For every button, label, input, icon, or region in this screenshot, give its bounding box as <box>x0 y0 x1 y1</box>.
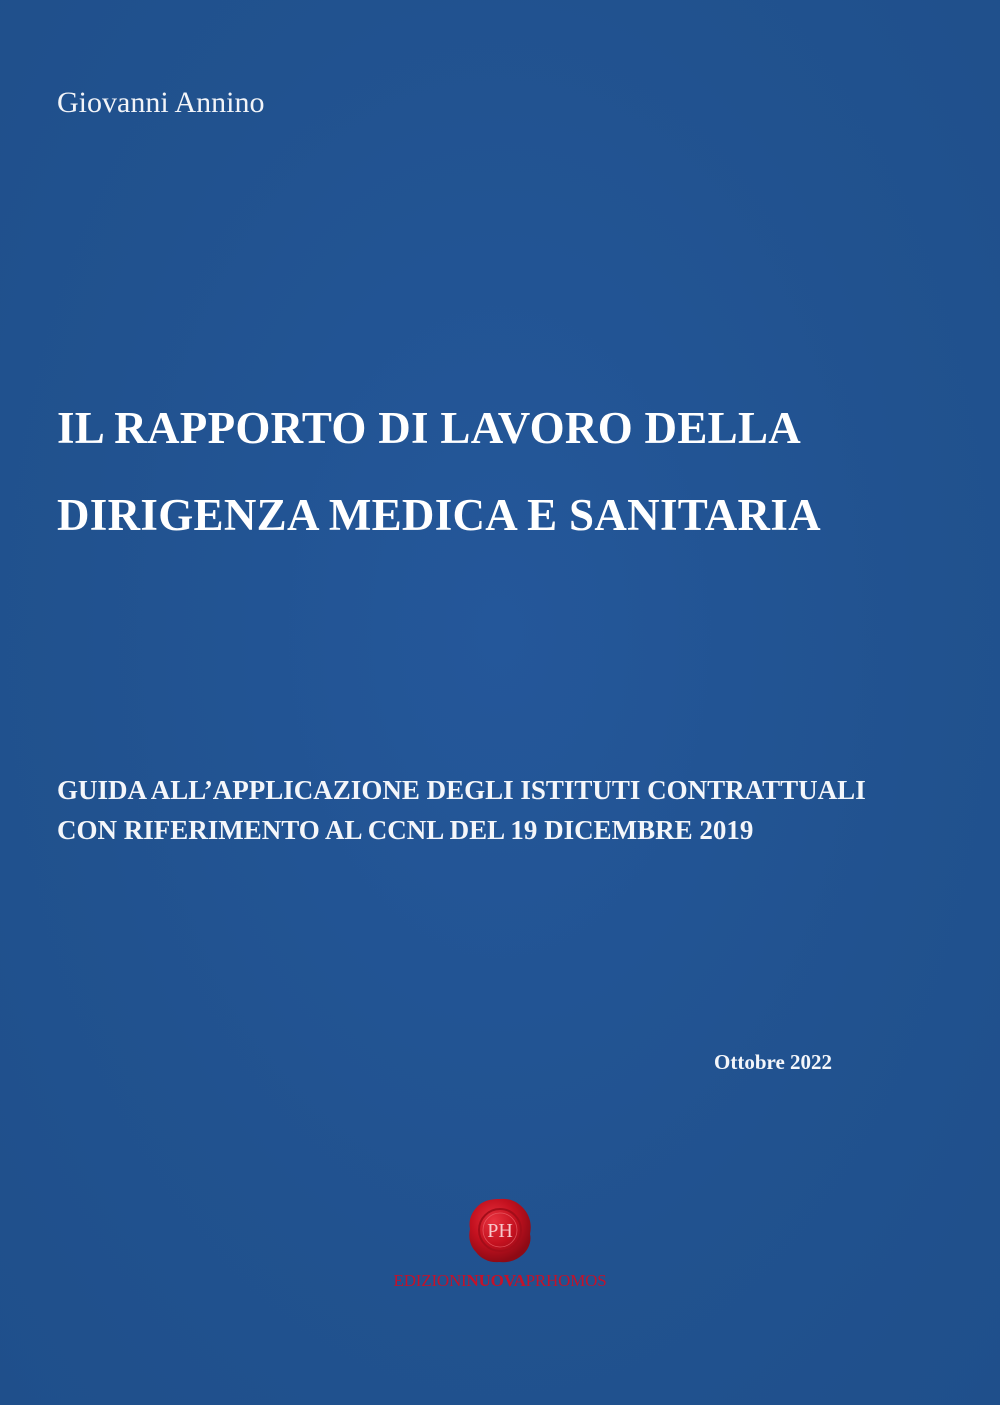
publisher-name-part-3: PRHOMOS <box>525 1271 607 1290</box>
book-subtitle <box>57 770 977 850</box>
seal-monogram: PH <box>487 1220 513 1242</box>
wax-seal-icon <box>466 1196 534 1264</box>
publication-date: Ottobre 2022 <box>714 1050 833 1074</box>
publisher-name-part-1: EDIZIONI <box>393 1271 467 1290</box>
author-name: Giovanni Annino <box>57 86 265 119</box>
publisher-name-part-2: NUOVA <box>466 1271 526 1290</box>
title-line-1: IL RAPPORTO DI LAVORO DELLA <box>57 403 802 453</box>
publisher-name <box>370 1271 630 1291</box>
subtitle-line-1: GUIDA ALL’APPLICAZIONE DEGLI ISTITUTI CONTRATTUALI <box>57 775 866 805</box>
title-line-2: DIRIGENZA MEDICA E SANITARIA <box>57 490 821 540</box>
book-title <box>57 385 957 559</box>
subtitle-line-2: CON RIFERIMENTO AL CCNL DEL 19 DICEMBRE 2019 <box>57 815 754 845</box>
